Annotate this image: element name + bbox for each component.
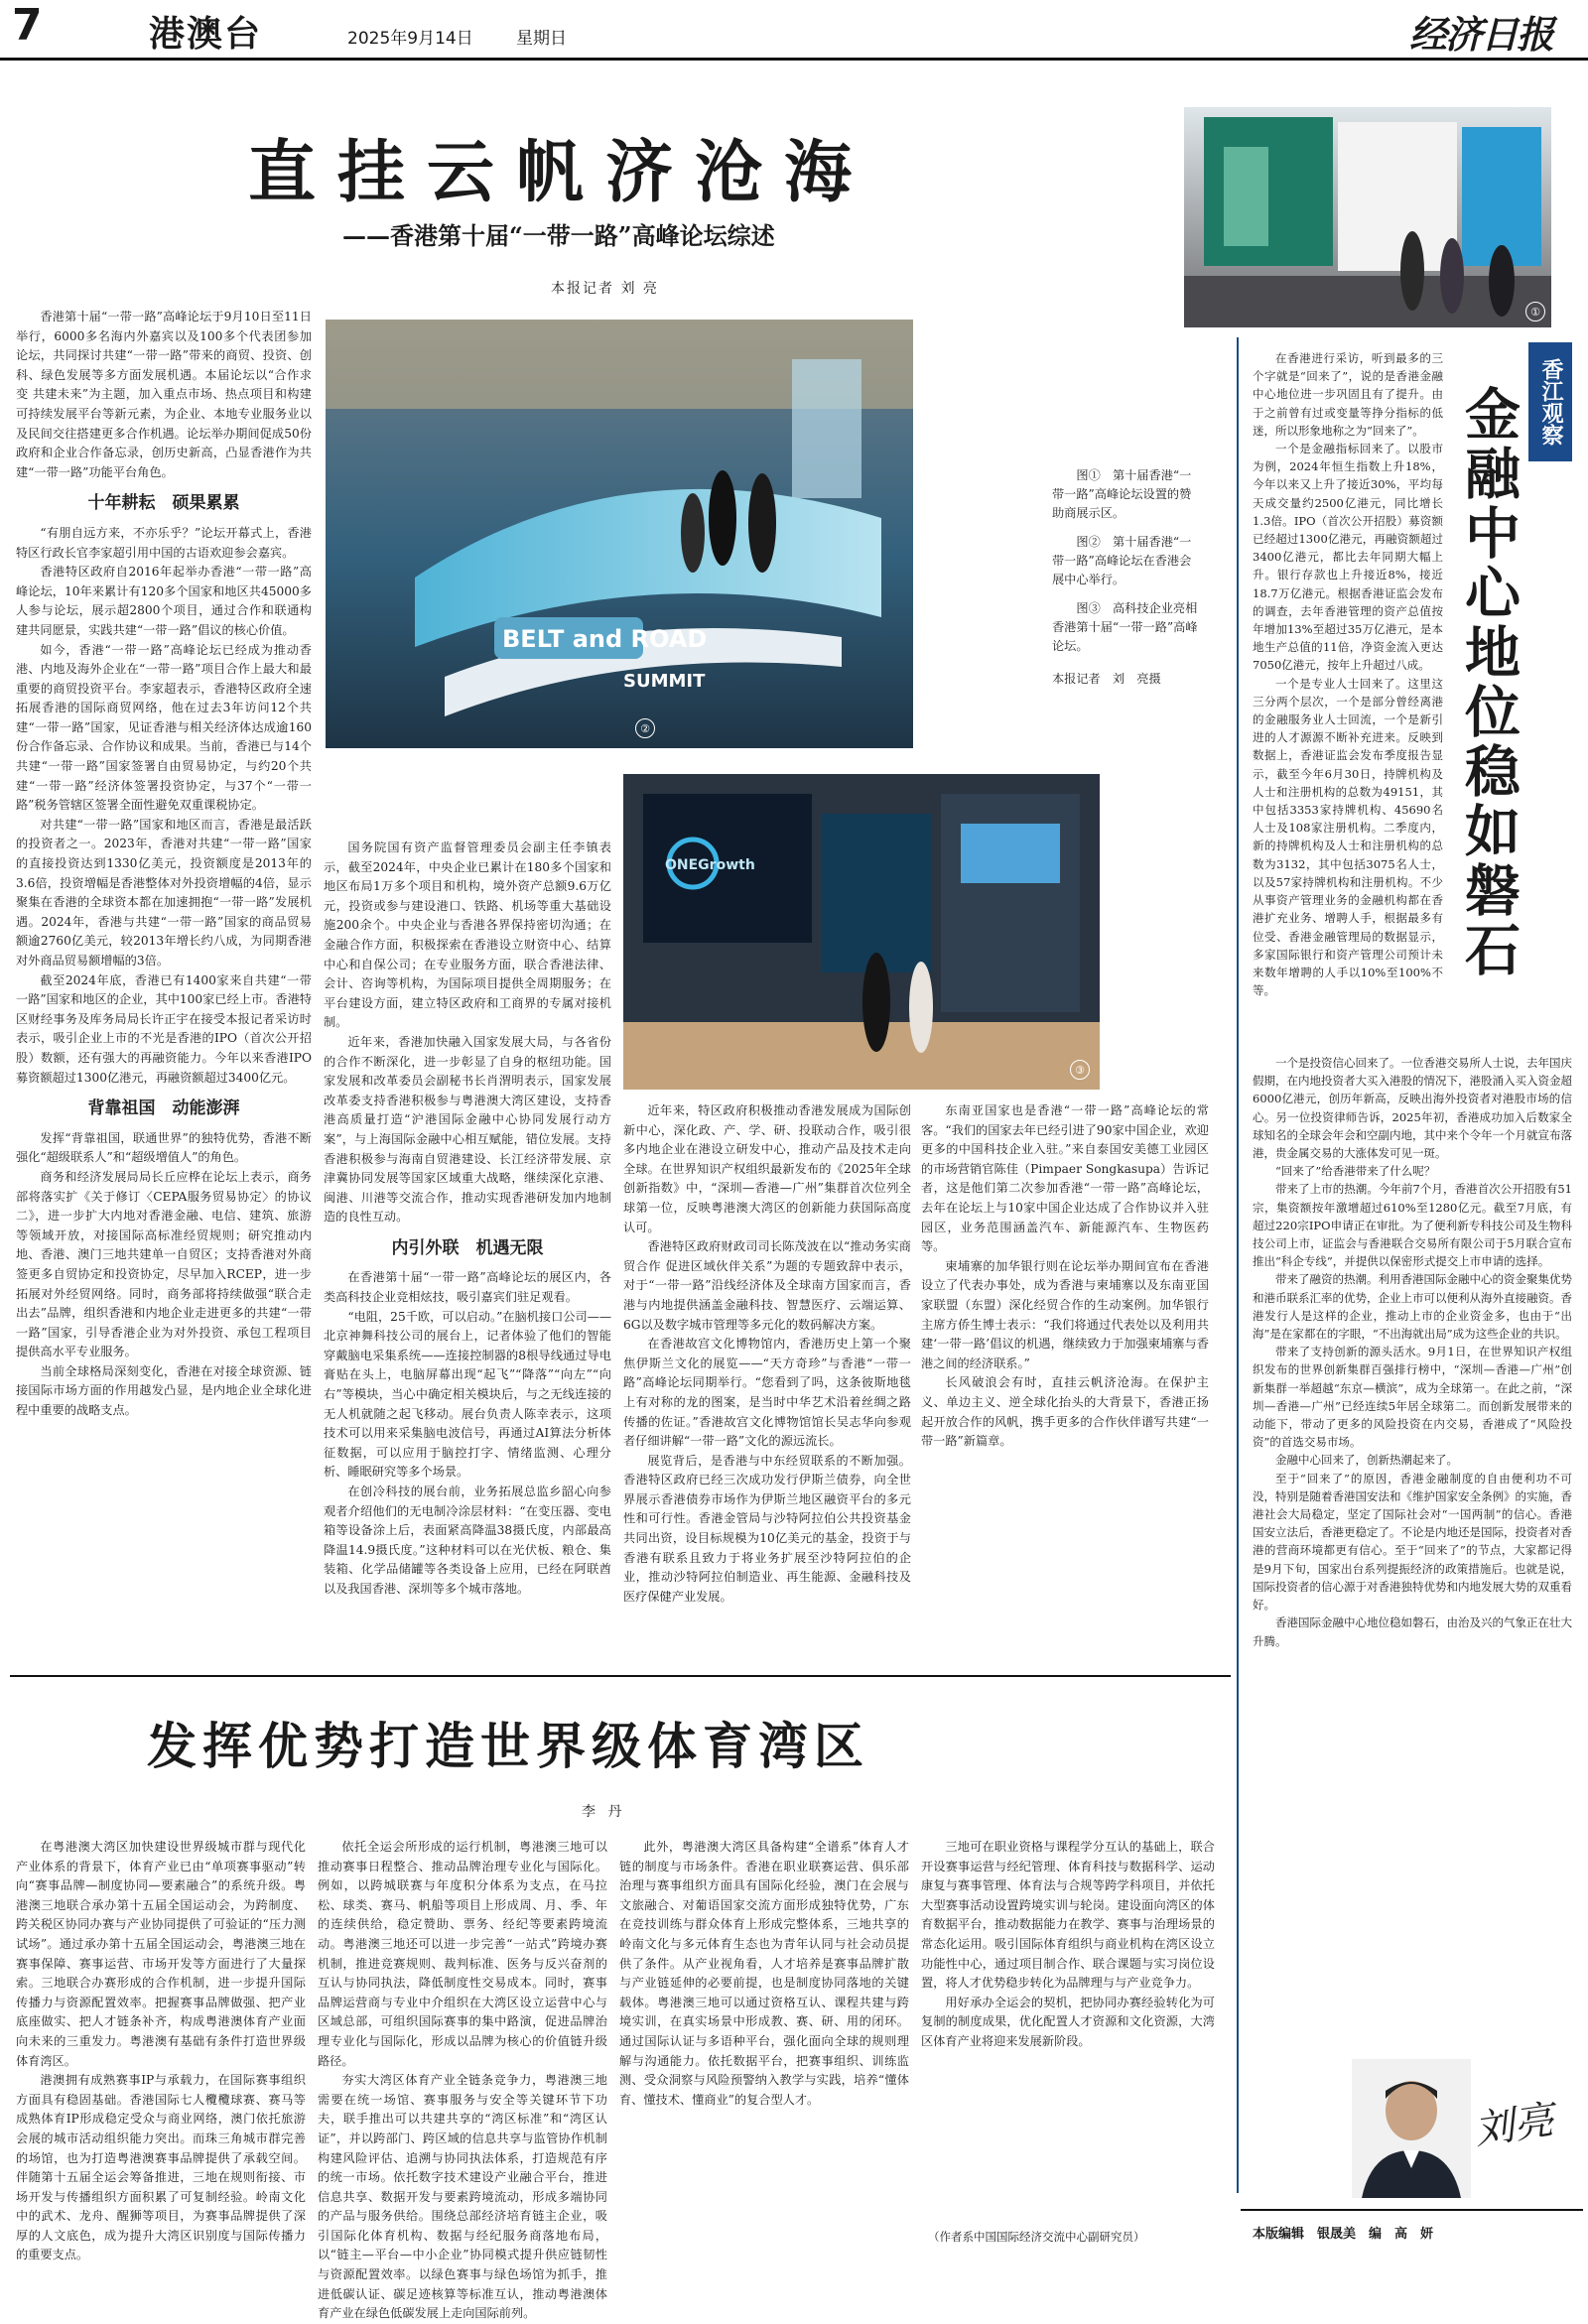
- paragraph: “有朋自远方来，不亦乐乎？”论坛开幕式上，香港特区行政长官李家超引用中国的古语欢迎参会嘉宾。: [16, 525, 312, 560]
- photo-sponsor-area-image: [1184, 107, 1551, 327]
- footer-rule: [1241, 2209, 1583, 2211]
- sidebar-tag-text: 香江观察: [1538, 358, 1563, 446]
- paragraph: 当前全球格局深刻变化，香港在对接全球资源、链接国际市场方面的作用越发凸显，是内地企业全球化进程中重要的战略支点。: [16, 1363, 312, 1418]
- photo-captions: [1052, 466, 1199, 699]
- paragraph: 国务院国有资产监督管理委员会副主任李镇表示，截至2024年，中央企业已累计在180多个国家和地区布局1万多个项目和机构，境外资产总额9.6万亿元，投资或参与建设港口、铁路、机场等重大基础设施200余个。中央企业与香港各界保持密切沟通；在金融合作方面，积极探索在香港设立财资中心、结算中心和自保公司；在专业服务方面，联合香港法律、会计、咨询等机构，为国际项目提供全周期服务；在平台建设方面，建立特区政府和工商界的专属对接机制。: [324, 840, 611, 1030]
- paragraph: 近年来，特区政府积极推动香港发展成为国际创新中心，深化政、产、学、研、投联动合作，吸引很多内地企业在港设立研发中心，推动产品及技术走向全球。在世界知识产权组织最新发布的《2025年全球创新指数》中，“深圳—香港—广州”集群首次位列全球第一位，反映粤港澳大湾区的创新能力获国际高度认可。: [623, 1103, 911, 1234]
- photo-summit-venue-image: [326, 320, 913, 748]
- paragraph: 发挥“背靠祖国，联通世界”的独特优势，香港不断强化“超级联系人”和“超级增值人”的角色。: [16, 1130, 312, 1165]
- issue-date: 2025年9月14日: [347, 29, 473, 49]
- photo-credit: 本报记者 刘 亮摄: [1052, 672, 1161, 686]
- paragraph: 香港特区政府财政司司长陈茂波在以“推动务实商贸合作 促进区域伙伴关系”为题的专题致辞中表示，对于“一带一路”沿线经济体及全球南方国家而言，香港与内地提供涵盖金融科技、智慧医疗、云端运算、6G以及数字城市管理等多元化的数码解决方案。: [623, 1239, 911, 1332]
- author-note: （作者系中国国际经济交流中心副研究员）: [928, 2230, 1145, 2244]
- paragraph: 对共建“一带一路”国家和地区而言，香港是最活跃的投资者之一。2023年，香港对共建“一带一路”国家的直接投资达到1330亿美元，投资额度是2013年的3.6倍，投资增幅是香港整体对外投资增幅的4倍，显示聚集在香港的全球资本都在加速拥抱“一带一路”发展机遇。2024年，香港与共建“一带一路”国家的商品贸易额逾2760亿美元，较2013年增长约八成，为同期香港对外商品贸易额增幅的3倍。: [16, 817, 312, 968]
- photo-badge-2: ②: [635, 718, 655, 738]
- author-signature: 刘亮: [1471, 2097, 1557, 2154]
- subheading-1: 十年耕耘 硕果累累: [87, 493, 240, 514]
- paragraph: “电阻，25千欧，可以启动。”在脑机接口公司——北京神舞科技公司的展台上，记者体验了他们的智能穿戴脑电采集系统——连接控制器的8根导线通过导电膏贴在头上，电脑屏幕出现“起飞”“降落”“向左”“向右”等模块，当心中确定相关模块后，与之无线连接的无人机就随之起飞移动。展台负责人陈幸表示，这项技术可以用来采集脑电波信号，再通过AI算法分析体征数据，可以应用于脑控打字、情绪监测、心理分析、睡眠研究等多个场景。: [324, 1309, 612, 1480]
- sidebar-tag: [1528, 342, 1572, 461]
- paragraph: 东南亚国家也是香港“一带一路”高峰论坛的常客。“我们的国家去年已经引进了90家中国企业，欢迎更多的中国科技企业入驻。”来自泰国安美德工业园区的市场营销官陈佳（Pimpaer Songkasupa）告诉记者，这是他们第二次参加香港“一带一路”高峰论坛，去年在论坛上与10家中国企业达成了合作协议并入驻园区，业务范围涵盖汽车、新能源汽车、生物医药等。: [921, 1103, 1209, 1254]
- article2-col-1: [16, 1838, 306, 2262]
- paragraph: 此外，粤港澳大湾区具备构建“全谱系”体育人才链的制度与市场条件。香港在职业联赛运营、俱乐部治理与赛事组织方面具有国际化经验，澳门在会展与文旅融合、对葡语国家交流方面形成独特优势，广东在竞技训练与群众体育上形成完整体系，三地共享的岭南文化与多元体育生态也为青年认同与社会动员提供了条件。从产业视角看，人才培养是赛事品牌扩散与产业链延伸的必要前提，也是制度协同落地的关键载体。粤港澳三地可以通过资格互认、课程共建与跨境实训，在真实场景中形成教、赛、研、用的闭环。通过国际认证与多语种平台，强化面向全球的规则理解与沟通能力。依托数据平台，把赛事组织、训练监测、受众洞察与风险预警纳入教学与实践，培养“懂体育、懂技术、懂商业”的复合型人才。: [619, 1840, 909, 2107]
- caption-2: 图② 第十届香港“一带一路”高峰论坛在香港会展中心举行。: [1052, 535, 1192, 586]
- section-name: 港澳台: [149, 14, 263, 55]
- paragraph: 如今，香港“一带一路”高峰论坛已经成为推动香港、内地及海外企业在“一带一路”项目合作上最大和最重要的商贸投资平台。李家超表示，香港特区政府全速拓展香港的国际商贸网络，他在过去3年访问12个共建“一带一路”国家，见证香港与相关经济体达成逾160份合作备忘录、合作协议和成果。当前，香港已与14个共建“一带一路”国家签署自由贸易协定，与约20个共建“一带一路”经济体签署投资协定，与37个“一带一路”税务管辖区签署全面性避免双重课税协定。: [16, 642, 312, 813]
- paragraph: 夯实大湾区体育产业全链条竞争力，粤港澳三地需要在统一场馆、赛事服务与安全等关键环节下功夫，联手推出可以共建共享的“湾区标准”和“湾区认证”，并以跨部门、跨区域的信息共享与监管协作机制构建风险评估、追溯与协同执法体系，打造规范有序的统一市场。依托数字技术建设产业融合平台，推进信息共享、数据开发与要素跨境流动，形成多端协同的产品与服务供给。围绕总部经济培育链主企业，吸引国际化体育机构、数据与经纪服务商落地布局，以“链主—平台—中小企业”协同模式提升供应链韧性与资源配置效率。以绿色赛事与绿色场馆为抓手，推进低碳认证、碳足迹核算等标准互认，推动粤港澳体育产业在绿色低碳发展上走向国际前列。: [318, 2073, 607, 2321]
- photo-tech-booth: [623, 774, 1100, 1090]
- article1-col-4: [921, 1101, 1209, 1662]
- author-portrait-image: [1352, 2059, 1471, 2198]
- paragraph: 三地可在职业资格与课程学分互认的基础上，联合开设赛事运营与经纪管理、体育科技与数据科学、运动康复与赛事管理、体育法与合规等跨学科项目，并依托大型赛事活动设置跨境实训与轮岗。建设面向湾区的体育数据平台，推动数据能力在教学、赛事与治理场景的常态化运用。吸引国际体育组织与商业机构在湾区设立功能性中心，通过项目制合作、联合课题与实习岗位设置，将人才优势稳步转化为品牌理与与产业竞争力。: [921, 1840, 1215, 1991]
- paragraph: 截至2024年底，香港已有1400家来自共建“一带一路”国家和地区的企业，其中100家已经上市。香港特区财经事务及库务局局长许正宇在接受本报记者采访时表示，吸引企业上市的不光是香港的IPO（首次公开招股）数额，还有强大的再融资能力。今年以来香港IPO募资额超过1300亿港元，再融资额超过3400亿元。: [16, 972, 312, 1085]
- paragraph: 在创冷科技的展台前，业务拓展总监乡韶心向参观者介绍他们的无电制冷涂层材料：“在变压器、变电箱等设备涂上后，表面紧高降温38摄氏度，内部最高降温14.9摄氏度。”这种材料可以在光伏板、粮仓、集装箱、化学品储罐等各类设备上应用，已经在阿联酋以及我国香港、深圳等多个城市落地。: [324, 1485, 611, 1596]
- sidebar-paragraph: 在香港进行采访，听到最多的三个字就是“回来了”，说的是香港金融中心地位进一步巩固且有了提升。由于之前曾有过或变量等挣分指标的低迷，所以形象地称之为“回来了”。: [1253, 351, 1443, 438]
- lead-paragraph: 香港第十届“一带一路”高峰论坛于9月10日至11日举行，6000多名海内外嘉宾以及100多个代表团参加论坛，共同探讨共建“一带一路”带来的商贸、投资、创科、绿色发展等多方面发展机遇。本届论坛以“合作求变 共建未来”为主题，加入重点市场、热点项目和构建可持续发展平台等新元素，为企业、本地专业服务业以及民间交往搭建更多合作机遇。论坛举办期间促成50份政府和企业合作备忘录，创历史新高，凸显香港作为共建“一带一路”功能平台角色。: [16, 310, 312, 479]
- sidebar-divider: [1237, 337, 1239, 2193]
- paragraph: 用好承办全运会的契机，把协同办赛经验转化为可复制的制度成果，优化配置人才资源和文化资源，大湾区体育产业将迎来发展新阶段。: [921, 1995, 1215, 2048]
- article2-title: 发挥优势打造世界级体育湾区: [147, 1717, 869, 1775]
- article-title: 直挂云帆济沧海: [248, 134, 874, 212]
- photo-badge-1: ①: [1525, 302, 1545, 322]
- paragraph: 展览背后，是香港与中东经贸联系的不断加强。香港特区政府已经三次成功发行伊斯兰债券，向全世界展示香港债券市场作为伊斯兰地区融资平台的多元性和可行性。香港金管局与沙特阿拉伯公共投资基金共同出资，设目标规模为10亿美元的基金，投资于与香港有联系且致力于将业务扩展至沙特阿拉伯的企业，推动沙特阿拉伯制造业、再生能源、金融科技及医疗保健产业发展。: [623, 1453, 911, 1604]
- paragraph: 依托全运会所形成的运行机制，粤港澳三地可以推动赛事日程整合、推动品牌治理专业化与国际化。例如，以跨城联赛与年度积分体系为支点，在马拉松、球类、赛马、帆船等项目上形成周、月、季、年的连续供给，稳定赞助、票务、经纪等要素跨境流动。粤港澳三地还可以进一步完善“一站式”跨境办赛机制，推进竞赛规则、裁判标准、医务与反兴奋剂的互认与协同执法，降低制度性交易成本。同时，赛事品牌运营商与专业中介组织在大湾区设立运营中心与区域总部，可组织国际赛事的集中路演，促进品牌治理专业化与国际化，形成以品牌为核心的价值链升级路径。: [318, 1840, 607, 2068]
- masthead-logo: 经济日报: [1409, 12, 1553, 57]
- caption-1: 图① 第十届香港“一带一路”高峰论坛设置的赞助商展示区。: [1052, 468, 1192, 520]
- paragraph: 柬埔寨的加华银行则在论坛举办期间宣布在香港设立了代表办事处，成为香港与柬埔寨以及东南亚国家联盟（东盟）深化经贸合作的生动案例。加华银行主席方侨生博士表示：“我们将通过代表处以及利用共建‘一带一路’倡议的机遇，继续致力于加强柬埔寨与香港之间的经济联系。”: [921, 1258, 1209, 1370]
- article-byline: 本报记者 刘 亮: [551, 281, 659, 297]
- issue-weekday: 星期日: [516, 29, 567, 49]
- summit-sign-sub: SUMMIT: [623, 671, 706, 692]
- sidebar-title: 金融中心地位稳如磐石: [1456, 385, 1521, 980]
- article2-col-2: [318, 1838, 607, 2321]
- subheading-2: 背靠祖国 动能澎湃: [87, 1098, 240, 1119]
- sidebar-paragraph: 一个是投资信心回来了。一位香港交易所人士说，去年国庆假期，在内地投资者大买入港股的情况下，港股涌入买入资金超6000亿港元，创历年新高，反映出海外投资者对港股市场的信心。另一位投资律师告诉，2025年初，香港成功加入后数家全球知名的全球会年会和空副内地，其中来个令年一个月就宣布落港，贵金属交易的大涨体发可见一斑。: [1253, 1056, 1572, 1161]
- page-number: 7: [12, 0, 43, 51]
- paragraph: 长风破浪会有时，直挂云帆济沧海。在保护主义、单边主义、逆全球化抬头的大背景下，香港正扬起开放合作的风帆，携手更多的合作伙伴谱写共建“一带一路”新篇章。: [921, 1375, 1209, 1449]
- article1-col-3: [623, 1101, 911, 1662]
- sidebar-col-top: [1253, 349, 1443, 1054]
- article2-byline: 李 丹: [582, 1804, 626, 1820]
- section-divider: [10, 1675, 1231, 1677]
- article1-col-2: [324, 839, 611, 1662]
- sidebar-paragraph: 一个是金融指标回来了。以股市为例，2024年恒生指数上升18%，今年以来又上升了接近30%，平均每天成交量约2500亿港元，同比增长1.3倍。IPO（首次公开招股）募资额已经超过1300亿港元，再融资额超过3400亿港元，都比去年同期大幅上升。银行存款也上升接近8%，接近18.7万亿港元。根据香港证监会发布的调查，去年香港管理的资产总值按年增加13%至超过35万亿港元，是本地生产总值的11倍，净资金流入更达7050亿港元，按年上升超过八成。: [1253, 442, 1443, 673]
- photo-sponsor-area: [1184, 107, 1551, 327]
- article2-col-4: [921, 1838, 1215, 2230]
- article1-col-1: [16, 308, 312, 1662]
- photo-tech-booth-image: [623, 774, 1100, 1090]
- booth-screen-text: ONEGrowth: [665, 857, 755, 873]
- page-header: [0, 0, 1588, 62]
- sidebar-paragraph: 带来了融资的热潮。利用香港国际金融中心的资金聚集优势和港币联系汇率的优势，企业上市可以便利从海外直接融资。香港发行人是这样的企业，推动上市的企业资金多，也由于“出海”是在家都在的字眼，“不出海就出局”成为这些企业的共识。: [1253, 1272, 1572, 1342]
- photo-summit-venue: [326, 320, 913, 748]
- paragraph: 商务和经济发展局局长丘应桦在论坛上表示，商务部将落实扩《关于修订〈CEPA服务贸易协定〉的协议二》，进一步扩大内地对香港金融、电信、建筑、旅游等领域开放，对接国际高标准经贸规则；研究推动内地、香港、澳门三地共建单一自贸区；支持香港对外商签更多自贸协定和投资协定，尽早加入RCEP，进一步拓展对外经贸网络。同时，商务部将持续做强“联合走出去”品牌，组织香港和内地企业走进更多的共建“一带一路”国家，引导香港企业为对外投资、承包工程项目提供高水平专业服务。: [16, 1169, 312, 1359]
- sidebar-paragraph: 带来了支持创新的源头活水。9月1日，在世界知识产权组织发布的世界创新集群百强排行榜中，“深圳—香港—广州”创新集群一举超越“东京—横滨”，成为全球第一。在此之前，“深圳—香港—广州”已经连续5年居全球第二。而创新发展带来的动能下，带动了更多的风险投资在内交易，香港成了“风险投资”的首选交易市场。: [1253, 1345, 1572, 1450]
- editors-credit: 本版编辑 银晟美 编 高 妍: [1253, 2227, 1434, 2242]
- sidebar-paragraph: 金融中心回来了，创新热潮起来了。: [1275, 1453, 1458, 1468]
- paragraph: 在香港第十届“一带一路”高峰论坛的展区内，各类高科技企业竞相炫技，吸引嘉宾们驻足观看。: [324, 1270, 611, 1305]
- sidebar-paragraph: 香港国际金融中心地位稳如磐石，由治及兴的气象正在壮大升腾。: [1253, 1615, 1572, 1648]
- caption-3: 图③ 高科技企业亮相香港第十届“一带一路”高峰论坛。: [1052, 601, 1198, 653]
- paragraph: 香港特区政府自2016年起举办香港“一带一路”高峰论坛，10年来累计有120多个国家和地区共45000多人参与论坛，展示超2800个项目，通过合作和联通构建共同愿景，实践共建“一带一路”倡议的核心价值。: [16, 565, 312, 637]
- sidebar-paragraph: 带来了上市的热潮。今年前7个月，香港首次公开招股有51宗，集资额按年激增超过610%至1280亿元。截至7月底，有超过220宗IPO申请正在审批。为了便利新专科技公司及生物科技公司上市，证监会与香港联合交易所有限公司于5月联合宣布推出“科企专线”，并提供以保密形式提交上市申请的选择。: [1253, 1182, 1572, 1269]
- paragraph: 在粤港澳大湾区加快建设世界级城市群与现代化产业体系的背景下，体育产业已由“单项赛事驱动”转向“赛事品牌—制度协同—要素融合”的系统升级。粤港澳三地联合承办第十五届全国运动会，为跨制度、跨关税区协同办赛与产业协同提供了可验证的“压力测试场”。通过承办第十五届全国运动会，粤港澳三地在赛事保障、赛事运营、市场开发等方面进行了大量探索。三地联合办赛形成的合作机制，进一步提升国际传播力与资源配置效率。把握赛事品牌做强、把产业底座做实、把人才链条补齐，构成粤港澳体育产业面向未来的三重发力。粤港澳有基础有条件打造世界级体育湾区。: [16, 1840, 306, 2068]
- paragraph: 港澳拥有成熟赛事IP与承载力，在国际赛事组织方面具有稳固基础。香港国际七人欖欖球赛、赛马等成熟体育IP形成稳定受众与商业网络，澳门依托旅游会展的城市活动组织能力突出。而珠三角城市群完善的场馆，也为打造粤港澳赛事品牌提供了承载空间。伴随第十五届全运会筹备推进，三地在规则衔接、市场开发与传播组织方面积累了可复制经验。岭南文化中的武术、龙舟、醒狮等项目，为赛事品牌提供了深厚的人文底色，成为提升大湾区识别度与国际传播力的重要支点。: [16, 2073, 306, 2262]
- summit-sign-text: BELT and ROAD: [502, 625, 708, 653]
- author-portrait: [1352, 2059, 1471, 2198]
- header-rule: [0, 58, 1588, 61]
- sidebar-paragraph: 一个是专业人士回来了。这里这三分两个层次，一个是部分曾经离港的金融服务业人士回流，一个是新引进的人才源源不断补充进来。反映到数据上，香港证监会发布季度报告显示，截至今年6月30日，持牌机构及人士和注册机构的总数为49151，其中包括3353家持牌机构、45690名人士及108家注册机构。二季度内，新的持牌机构及人士和注册机构的总数为3132，其中包括3075名人士，以及57家持牌机构和注册机构。不少从事资产管理业务的金融机构都在香港扩充业务、增聘人手，根据最多有位受、香港金融管理局的数据显示，多家国际银行和资产管理公司预计未来数年增聘的人手以10%至100%不等。: [1253, 676, 1443, 998]
- sidebar-col-bottom: [1253, 1054, 1572, 2135]
- subheading-3: 内引外联 机遇无限: [391, 1237, 544, 1258]
- article-subtitle: ——香港第十届“一带一路”高峰论坛综述: [342, 221, 775, 250]
- article2-col-3: [619, 1838, 909, 2230]
- sidebar-paragraph: 至于“回来了”的原因，香港金融制度的自由便利功不可没，特别是随着香港国安法和《维护国家安全条例》的实施，香港社会大局稳定，坚定了国际社会对“一国两制”的信心。香港国安立法后，香港更稳定了。不论是内地还是国际，投资者对香港的营商环境都更有信心。至于“回来了”的节点，大家都记得是9月下旬，国家出台系列提振经济的政策措施后。也就是说，国际投资者的信心源于对香港独特优势和内地发展大势的双重看好。: [1253, 1471, 1572, 1613]
- paragraph: 在香港故宫文化博物馆内，香港历史上第一个聚焦伊斯兰文化的展览——“天方奇珍”与香港“一带一路”高峰论坛同期举行。“您看到了吗，这条彼斯地毯上有对称的龙的图案，是当时中华艺术沿着丝绸之路传播的佐证。”香港故宫文化博物馆馆长吴志华向参观者仔细讲解“一带一路”文化的源远流长。: [623, 1337, 911, 1449]
- sidebar-paragraph: “回来了”给香港带来了什么呢？: [1275, 1164, 1436, 1179]
- photo-badge-3: ③: [1070, 1060, 1090, 1080]
- paragraph: 近年来，香港加快融入国家发展大局，与各省份的合作不断深化，进一步彰显了自身的枢纽功能。国家发展和改革委员会副秘书长肖渭明表示，国家发展改革委支持香港积极参与粤港澳大湾区建设，支持香港高质量打造“沪港国际金融中心协同发展行动方案”，与上海国际金融中心相互赋能，错位发展。支持香港积极参与海南自贸港建设、长江经济带发展、京津冀协同发展等国家区域重大战略，继续深化京港、闽港、川港等交流合作，推动实现香港研发加内地制造的良性互动。: [324, 1034, 611, 1225]
